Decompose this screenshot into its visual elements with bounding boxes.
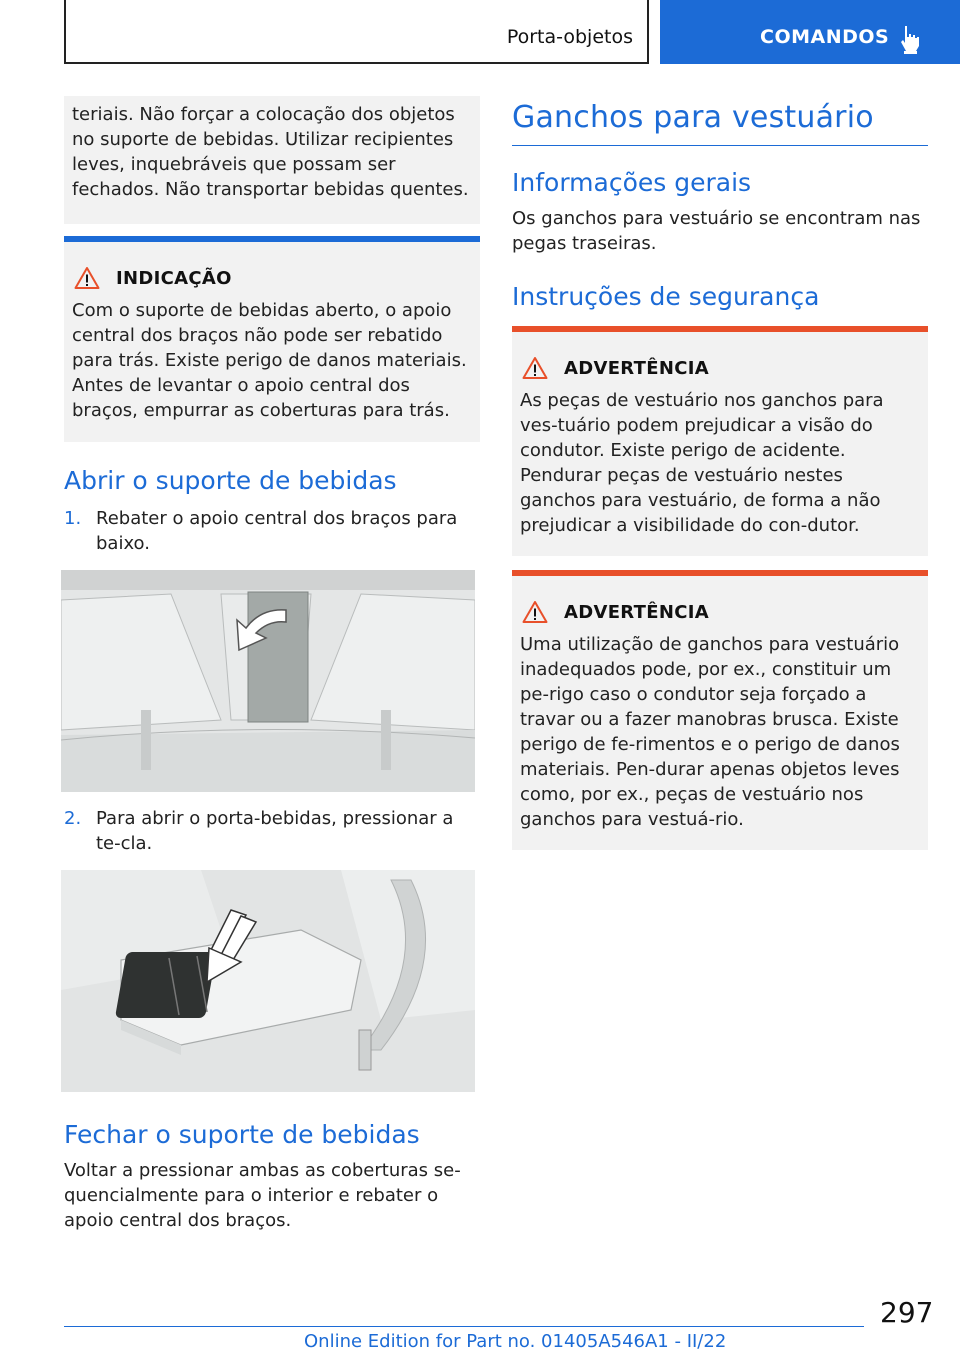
warning-box-1 [512, 326, 928, 556]
page-number: 297 [880, 1296, 934, 1329]
cupholder-button-illustration [61, 870, 475, 1092]
notice-box [64, 236, 480, 442]
rear-seat-armrest-illustration [61, 570, 475, 792]
warning-triangle-icon [522, 356, 548, 380]
header-section-box [64, 0, 649, 64]
step-2-text: Para abrir o porta-bebidas, pressionar a te-cla. [96, 808, 454, 854]
header-chapter-tab[interactable] [660, 0, 960, 64]
notice-title: INDICAÇÃO [116, 267, 232, 289]
warning-bar-1 [512, 326, 928, 332]
header-chapter-title: COMANDOS [760, 26, 890, 48]
safety-note-continued [64, 96, 480, 224]
close-cupholder-text: Voltar a pressionar ambas as coberturas se-quencialmente para o interior e rebater o apoio central dos braços. [64, 1160, 461, 1231]
warning-title-2: ADVERTÊNCIA [564, 601, 709, 623]
safety-instructions-heading: Instruções de segurança [512, 282, 820, 311]
step-1-number: 1. [64, 508, 82, 529]
warning-box-2 [512, 570, 928, 850]
footer-rule [64, 1326, 864, 1327]
warning-text-1: As peças de vestuário nos ganchos para ves-tuário podem prejudicar a visão do condutor. Existe perigo de acidente. Pendurar peças de vestuário nestes ganchos para vestuário, de forma a não prejudicar a visibilidade do con-dutor. [520, 390, 884, 536]
warning-title-1: ADVERTÊNCIA [564, 357, 709, 379]
coat-hooks-heading: Ganchos para vestuário [512, 100, 874, 135]
warning-triangle-icon [522, 600, 548, 624]
step-1-text: Rebater o apoio central dos braços para baixo. [96, 508, 458, 554]
notice-bar [64, 236, 480, 242]
heading-rule [512, 145, 928, 146]
pointing-hand-icon [898, 24, 922, 54]
step-2-number: 2. [64, 808, 82, 829]
general-info-heading: Informações gerais [512, 168, 752, 197]
open-cupholder-heading: Abrir o suporte de bebidas [64, 466, 397, 495]
footer-edition: Online Edition for Part no. 01405A546A1 - II/22 [304, 1331, 727, 1352]
general-info-text: Os ganchos para vestuário se encontram nas pegas traseiras. [512, 208, 921, 254]
warning-text-2: Uma utilização de ganchos para vestuário inadequados pode, por ex., constituir um pe-rigo caso o condutor seja forçado a travar ou a fazer manobras brusca. Existe perigo de fe-rimentos e o perigo de danos materiais. Pen-durar apenas objetos leves como, por ex., peças de vestuário nos ganchos para vestuá-rio. [520, 634, 900, 830]
warning-bar-2 [512, 570, 928, 576]
header-section-title: Porta-objetos [506, 26, 633, 48]
safety-note-continued-text: teriais. Não forçar a colocação dos objetos no suporte de bebidas. Utilizar recipientes leves, inquebráveis que possam ser fechados. Não transportar bebidas quentes. [72, 104, 469, 200]
close-cupholder-heading: Fechar o suporte de bebidas [64, 1120, 420, 1149]
warning-triangle-icon [74, 266, 100, 290]
notice-text: Com o suporte de bebidas aberto, o apoio central dos braços não pode ser rebatido para trás. Existe perigo de danos materiais. Antes de levantar o apoio central dos braços, empurrar as coberturas para trás. [72, 300, 467, 421]
